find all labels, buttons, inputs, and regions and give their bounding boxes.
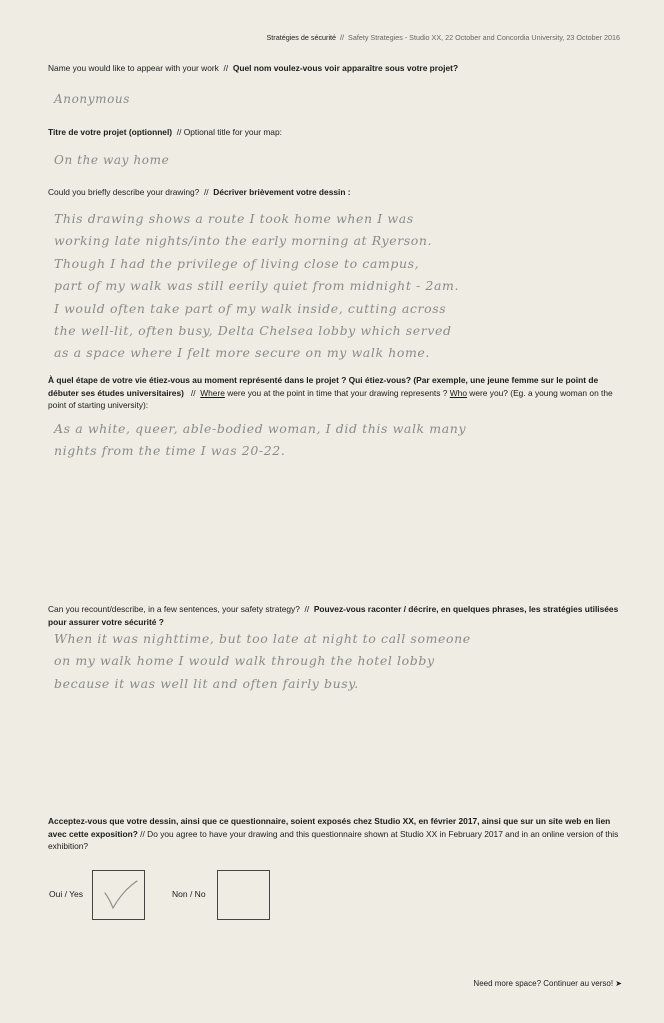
checkmark-icon: [93, 871, 144, 919]
question-life-stage-en: were you at the point in time that your drawing represents ?: [224, 387, 450, 398]
question-description-en: Could you briefly describe your drawing?: [48, 187, 200, 197]
answer-life-stage: [54, 418, 614, 463]
header-separator: //: [340, 33, 345, 42]
question-name-en: Name you would like to appear with your work: [48, 63, 219, 73]
header-subtitle: Safety Strategies - Studio XX, 22 October and Concordia University, 23 October 2016: [348, 33, 620, 42]
question-consent-en: Do you agree to have your drawing and this questionnaire shown at Studio XX in February 2017 and in an online version of this exhibition?: [48, 828, 619, 851]
yes-label: Oui / Yes: [49, 889, 84, 899]
question-separator: //: [223, 63, 229, 73]
question-title-en: Optional title for your map:: [183, 127, 282, 137]
question-separator: //: [176, 127, 182, 137]
question-title-fr: Titre de votre projet (optionnel): [48, 127, 173, 137]
answer-line: Though I had the privilege of living close to campus,: [54, 255, 420, 271]
question-life-stage-fr: À quel étape de votre vie étiez-vous au moment représenté dans le projet ? Qui étiez-vous? (Par exemple, une jeune femme sur le point de débuter ses études universitaires): [48, 375, 599, 398]
page-footer: [473, 979, 622, 988]
answer-line: As a white, queer, able-bodied woman, I did this walk many: [54, 421, 467, 436]
answer-line: the well-lit, often busy, Delta Chelsea lobby which served: [54, 323, 452, 339]
no-label: Non / No: [172, 889, 206, 899]
header-title: Stratégies de sécurité: [266, 33, 337, 42]
yes-checkbox[interactable]: [92, 870, 145, 920]
question-where-word: Where: [200, 387, 225, 398]
answer-strategy: [54, 628, 614, 695]
answer-line: because it was well lit and often fairly busy.: [54, 675, 359, 691]
answer-line: When it was nighttime, but too late at night to call someone: [54, 631, 471, 646]
arrow-right-icon: ➤: [615, 979, 622, 988]
answer-line: I would often take part of my walk inside, cutting across: [54, 300, 447, 316]
question-strategy-en: Can you recount/describe, in a few sentences, your safety strategy?: [48, 604, 300, 614]
question-description: [48, 186, 628, 199]
question-consent: [48, 815, 628, 853]
question-name: [48, 62, 628, 75]
question-separator: //: [203, 187, 209, 197]
answer-line: This drawing shows a route I took home when I was: [54, 211, 414, 226]
question-separator: //: [304, 604, 310, 614]
question-strategy-fr: Pouvez-vous raconter / décrire, en quelques phrases, les stratégies utilisées pour assurer votre sécurité ?: [48, 604, 619, 627]
no-checkbox[interactable]: [217, 870, 270, 920]
footer-text: Need more space? Continuer au verso!: [473, 979, 614, 988]
question-name-fr: Quel nom voulez-vous voir apparaître sous votre projet?: [232, 63, 459, 73]
answer-line: nights from the time I was 20-22.: [54, 443, 286, 459]
question-strategy: [48, 603, 628, 628]
question-separator: //: [140, 828, 145, 839]
answer-line: part of my walk was still eerily quiet from midnight - 2am.: [54, 278, 460, 294]
answer-name: Anonymous: [54, 92, 131, 106]
answer-line: as a space where I felt more secure on my walk home.: [54, 345, 430, 361]
answer-line: working late nights/into the early morning at Ryerson.: [54, 233, 433, 249]
question-consent-fr: Acceptez-vous que votre dessin, ainsi que ce questionnaire, soient exposés chez Studio XX, en février 2017, ainsi que sur un site web en lien avec cette exposition?: [48, 816, 611, 839]
question-life-stage-en-tail: were you? (Eg. a young woman on the point of starting university):: [48, 387, 613, 410]
page-header: [267, 33, 620, 42]
question-who-word: Who: [449, 387, 467, 398]
question-separator: //: [190, 387, 196, 398]
question-life-stage: [48, 374, 628, 412]
answer-description: [54, 208, 614, 365]
question-description-fr: Décriver brièvement votre dessin :: [213, 187, 351, 197]
answer-line: on my walk home I would walk through the hotel lobby: [54, 653, 435, 669]
question-title: [48, 126, 628, 139]
answer-title: On the way home: [54, 153, 170, 167]
